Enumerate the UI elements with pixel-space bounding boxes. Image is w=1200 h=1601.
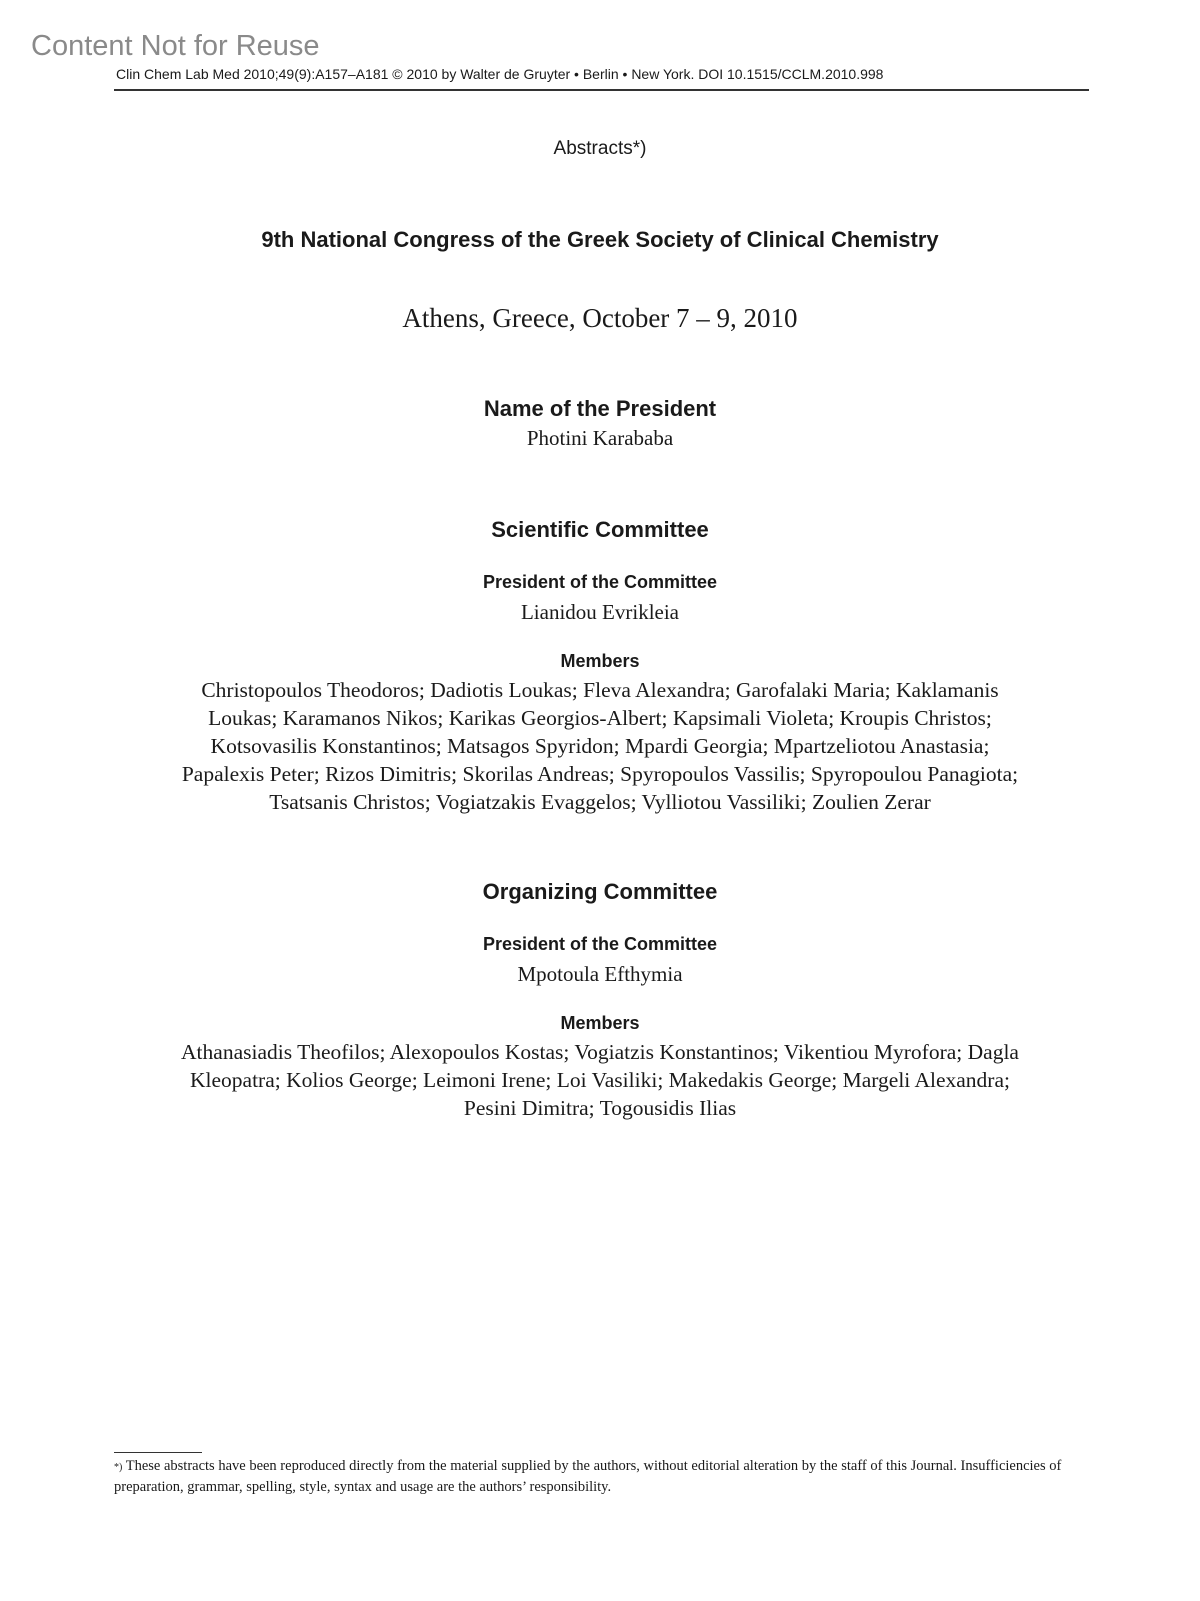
watermark: Content Not for Reuse — [31, 30, 320, 62]
organizing-members-heading: Members — [560, 1013, 640, 1033]
organizing-president-heading: President of the Committee — [482, 934, 718, 954]
organizing-committee-heading: Organizing Committee — [482, 879, 718, 904]
members-line: Pesini Dimitra; Togousidis Ilias — [463, 1096, 737, 1120]
congress-title: 9th National Congress of the Greek Society of Clinical Chemistry — [261, 227, 939, 252]
footnote-mark: *) — [114, 1462, 123, 1473]
scientific-president-heading: President of the Committee — [482, 572, 718, 592]
footnote-text: These abstracts have been reproduced directly from the material supplied by the authors, without editorial alteration by the staff of this Journal. Insufficiencies of preparation, grammar, spelling, style, syntax and usage are the authors’ responsibility. — [114, 1458, 1062, 1495]
scientific-committee-heading: Scientific Committee — [491, 517, 709, 542]
members-line: Kotsovasilis Konstantinos; Matsagos Spyridon; Mpardi Georgia; Mpartzeliotou Anastasia; — [210, 734, 990, 758]
organizing-members-list — [100, 1038, 1100, 1122]
running-head: Clin Chem Lab Med 2010;49(9):A157–A181 © 2010 by Walter de Gruyter • Berlin • New York. DOI 10.1515/CCLM.2010.998 — [116, 66, 884, 82]
members-line: Loukas; Karamanos Nikos; Karikas Georgios-Albert; Kapsimali Violeta; Kroupis Christos; — [208, 706, 992, 730]
president-heading: Name of the President — [483, 396, 717, 421]
section-label: Abstracts*) — [553, 138, 647, 159]
footnote-rule — [114, 1452, 202, 1453]
members-line: Papalexis Peter; Rizos Dimitris; Skorilas Andreas; Spyropoulos Vassilis; Spyropoulou Panagiota; — [181, 762, 1019, 786]
footnote — [114, 1456, 1074, 1498]
scientific-members-heading: Members — [560, 651, 640, 671]
members-line: Christopoulos Theodoros; Dadiotis Loukas; Fleva Alexandra; Garofalaki Maria; Kaklamanis — [201, 678, 999, 702]
president-name: Photini Karababa — [526, 426, 674, 450]
organizing-president-name: Mpotoula Efthymia — [517, 962, 683, 986]
members-line: Athanasiadis Theofilos; Alexopoulos Kostas; Vogiatzis Konstantinos; Vikentiou Myrofora; Dagla — [181, 1040, 1019, 1064]
scientific-members-list — [100, 676, 1100, 816]
members-line: Kleopatra; Kolios George; Leimoni Irene; Loi Vasiliki; Makedakis George; Margeli Alexandra; — [190, 1068, 1010, 1092]
venue: Athens, Greece, October 7 – 9, 2010 — [402, 303, 798, 333]
members-line: Tsatsanis Christos; Vogiatzakis Evaggelos; Vylliotou Vassiliki; Zoulien Zerar — [269, 790, 931, 814]
header-rule — [114, 89, 1089, 91]
scientific-president-name: Lianidou Evrikleia — [520, 600, 680, 624]
